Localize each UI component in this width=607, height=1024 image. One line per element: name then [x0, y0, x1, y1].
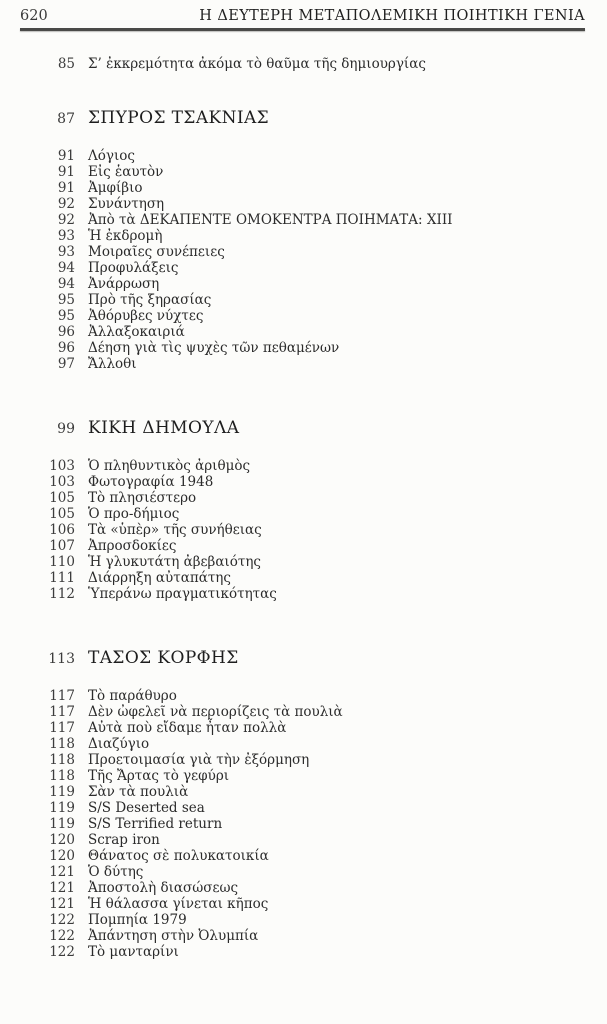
toc-page-number: 118 [49, 768, 75, 784]
toc-row [20, 880, 585, 896]
toc-row [20, 324, 585, 340]
toc-page-number: 112 [49, 586, 75, 602]
toc-page-number: 122 [49, 928, 75, 944]
toc-entry-title: Τὸ παράθυρο [88, 688, 177, 704]
toc-entry-title: Δὲν ὠφελεῖ νὰ περιορίζεις τὰ πουλιὰ [88, 704, 343, 720]
toc-entry-title: Ἀποστολὴ διασώσεως [88, 880, 239, 896]
toc-entry-title: Scrap iron [88, 832, 160, 848]
toc-row [20, 196, 585, 212]
toc-row [20, 570, 585, 586]
toc-row [20, 896, 585, 912]
toc-row [20, 538, 585, 554]
toc-row [20, 260, 585, 276]
toc-entry-title: Τῆς Ἄρτας τὸ γεφύρι [88, 768, 230, 784]
toc-page-number: 106 [49, 522, 75, 538]
toc-page-number: 105 [49, 490, 75, 506]
toc-entry-title: Ἀλλαξοκαιριά [88, 324, 185, 340]
toc-page-number: 87 [57, 111, 75, 127]
toc-page-number: 117 [49, 720, 75, 736]
toc-row [20, 506, 585, 522]
toc-entry-title: Ἀμφίβιο [88, 180, 143, 196]
toc-page-number: 107 [49, 538, 75, 554]
toc-entry-title: Διαζύγιο [88, 736, 150, 752]
toc-page-number: 121 [49, 880, 75, 896]
toc-row [20, 522, 585, 538]
toc-entry-title: Ἄλλοθι [88, 356, 137, 372]
toc-page-number: 120 [49, 832, 75, 848]
toc-entry-title: Τὰ «ὑπὲρ» τῆς συνήθειας [88, 522, 262, 538]
toc-entry-title: Ἀπὸ τὰ ΔΕΚΑΠΕΝΤΕ ΟΜΟΚΕΝΤΡΑ ΠΟΙΗΜΑΤΑ: XIII [88, 212, 453, 228]
toc-page-number: 93 [57, 244, 75, 260]
toc-row [20, 458, 585, 474]
toc-page-number: 113 [48, 651, 75, 667]
toc-row [20, 928, 585, 944]
toc-row [20, 586, 585, 602]
toc-entry-title: Λόγιος [88, 148, 135, 164]
toc-page-number: 103 [49, 474, 75, 490]
toc-row [20, 768, 585, 784]
toc-row [20, 180, 585, 196]
toc-page-number: 122 [49, 912, 75, 928]
toc-row [20, 276, 585, 292]
toc-row [20, 474, 585, 490]
toc-row [20, 816, 585, 832]
toc-entry-title: Ὁ προ-δήμιος [88, 506, 180, 522]
toc-page-number: 119 [49, 800, 75, 816]
toc-entry-title: S/S Terrified return [88, 816, 223, 832]
toc-row [20, 688, 585, 704]
toc-page-number: 91 [57, 180, 75, 196]
toc-page-number: 93 [57, 228, 75, 244]
toc-entry-title: Ἀπροσδοκίες [88, 538, 177, 554]
toc-entry-title: Θάνατος σὲ πολυκατοικία [88, 848, 269, 864]
toc-entry-title: Ἡ θάλασσα γίνεται κῆπος [88, 896, 269, 912]
toc-page-number: 103 [49, 458, 75, 474]
toc-entry-title: Συνάντηση [88, 196, 165, 212]
toc-entry-title: Σ’ ἐκκρεμότητα ἀκόμα τὸ θαῦμα τῆς δημιουργίας [88, 56, 426, 72]
toc-entry-title: Ἡ γλυκυτάτη ἀβεβαιότης [88, 554, 261, 570]
toc-section-heading [20, 108, 585, 128]
toc-entry-title: Ἡ ἐκδρομὴ [88, 228, 163, 244]
toc-entry-title: Φωτογραφία 1948 [88, 474, 214, 490]
toc-page-number: 118 [49, 736, 75, 752]
toc-section-heading [20, 648, 585, 668]
toc-page-number: 91 [57, 164, 75, 180]
toc-row [20, 308, 585, 324]
toc-row [20, 56, 585, 72]
toc-row [20, 292, 585, 308]
toc-row [20, 356, 585, 372]
toc-row [20, 752, 585, 768]
toc-row [20, 832, 585, 848]
toc-entry-title: ΚΙΚΗ ΔΗΜΟΥΛΑ [88, 418, 240, 438]
toc-entry-title: Ἀνάρρωση [88, 276, 160, 292]
toc-row [20, 490, 585, 506]
toc-page-number: 117 [49, 704, 75, 720]
toc-entry-title: ΤΑΣΟΣ ΚΟΡΦΗΣ [88, 648, 239, 668]
toc-page-number: 110 [49, 554, 75, 570]
toc-row [20, 848, 585, 864]
toc-page-number: 94 [57, 276, 75, 292]
toc-row [20, 164, 585, 180]
toc-row [20, 864, 585, 880]
toc-page-number: 105 [49, 506, 75, 522]
toc-entry-title: Ὁ δύτης [88, 864, 144, 880]
toc-page-number: 121 [49, 896, 75, 912]
toc-row [20, 704, 585, 720]
toc-entry-title: Τὸ πλησιέστερο [88, 490, 197, 506]
running-head [20, 8, 585, 24]
table-of-contents [20, 56, 585, 960]
toc-entry-title: Δέηση γιὰ τὶς ψυχὲς τῶν πεθαμένων [88, 340, 340, 356]
toc-page-number: 96 [57, 340, 75, 356]
toc-page-number: 117 [49, 688, 75, 704]
toc-row [20, 340, 585, 356]
toc-row [20, 212, 585, 228]
toc-row [20, 800, 585, 816]
toc-entry-title: Εἰς ἑαυτὸν [88, 164, 164, 180]
toc-page-number: 85 [57, 56, 75, 72]
toc-entry-title: ΣΠΥΡΟΣ ΤΣΑΚΝΙΑΣ [88, 108, 270, 128]
toc-row [20, 244, 585, 260]
toc-page-number: 95 [57, 292, 75, 308]
toc-page-number: 121 [49, 864, 75, 880]
toc-entry-title: Ὁ πληθυντικὸς ἀριθμὸς [88, 458, 251, 474]
toc-page-number: 91 [57, 148, 75, 164]
toc-page-number: 94 [57, 260, 75, 276]
toc-page-number: 111 [49, 570, 75, 586]
toc-row [20, 228, 585, 244]
toc-row [20, 912, 585, 928]
toc-entry-title: Προφυλάξεις [88, 260, 179, 276]
toc-entry-title: Ἀπάντηση στὴν Ὀλυμπία [88, 928, 259, 944]
toc-entry-title: Τὸ μανταρίνι [88, 944, 179, 960]
toc-page-number: 119 [49, 784, 75, 800]
toc-entry-title: Πομπηία 1979 [88, 912, 187, 928]
toc-page-number: 92 [57, 196, 75, 212]
toc-section-heading [20, 418, 585, 438]
toc-entry-title: S/S Deserted sea [88, 800, 205, 816]
folio-page-number: 620 [20, 8, 48, 24]
toc-entry-title: Αὐτὰ ποὺ εἴδαμε ἦταν πολλὰ [88, 720, 287, 736]
toc-entry-title: Ἀθόρυβες νύχτες [88, 308, 204, 324]
toc-row [20, 720, 585, 736]
toc-page-number: 97 [57, 356, 75, 372]
toc-entry-title: Προετοιμασία γιὰ τὴν ἐξόρμηση [88, 752, 310, 768]
toc-entry-title: Ὑπεράνω πραγματικότητας [88, 586, 277, 602]
header-rule [20, 28, 585, 31]
running-title: Η ΔΕΥΤΕΡΗ ΜΕΤΑΠΟΛΕΜΙΚΗ ΠΟΙΗΤΙΚΗ ΓΕΝΙΑ [199, 8, 585, 24]
toc-page-number: 99 [57, 421, 75, 437]
toc-entry-title: Πρὸ τῆς ξηρασίας [88, 292, 212, 308]
toc-row [20, 736, 585, 752]
toc-page-number: 120 [49, 848, 75, 864]
toc-row [20, 944, 585, 960]
toc-page-number: 119 [49, 816, 75, 832]
toc-row [20, 148, 585, 164]
toc-row [20, 554, 585, 570]
toc-page-number: 92 [57, 212, 75, 228]
toc-page-number: 96 [57, 324, 75, 340]
toc-page-number: 122 [49, 944, 75, 960]
toc-entry-title: Διάρρηξη αὐταπάτης [88, 570, 231, 586]
toc-row [20, 784, 585, 800]
toc-page-number: 95 [57, 308, 75, 324]
toc-page-number: 118 [49, 752, 75, 768]
toc-entry-title: Μοιραῖες συνέπειες [88, 244, 225, 260]
toc-entry-title: Σὰν τὰ πουλιὰ [88, 784, 189, 800]
